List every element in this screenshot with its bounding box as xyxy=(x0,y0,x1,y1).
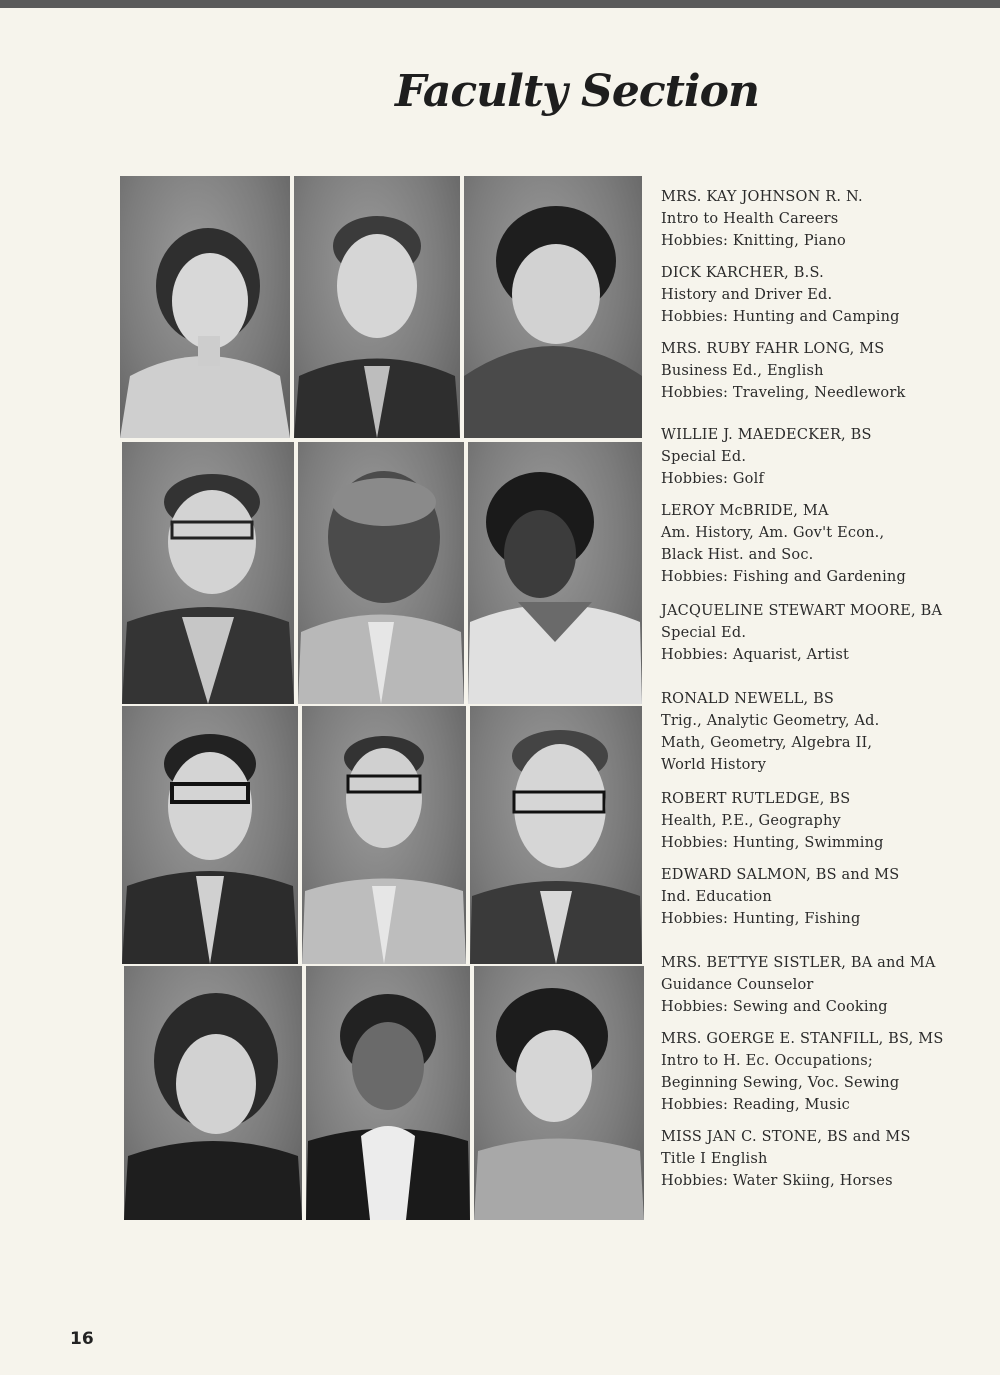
faculty-photo-2 xyxy=(294,176,460,438)
faculty-name: MISS JAN C. STONE, BS and MS xyxy=(661,1129,911,1145)
faculty-detail: Hobbies: Sewing and Cooking xyxy=(661,999,888,1015)
faculty-detail: Hobbies: Fishing and Gardening xyxy=(661,569,906,585)
faculty-detail: Black Hist. and Soc. xyxy=(661,547,814,563)
faculty-detail: Intro to H. Ec. Occupations; xyxy=(661,1053,873,1069)
faculty-detail: World History xyxy=(661,757,767,773)
faculty-photo-10 xyxy=(124,966,302,1220)
faculty-name: MRS. KAY JOHNSON R. N. xyxy=(661,189,863,205)
faculty-bio-11 xyxy=(661,1028,991,1116)
faculty-bio-9 xyxy=(661,864,991,930)
faculty-detail: Hobbies: Reading, Music xyxy=(661,1097,850,1113)
faculty-detail: Hobbies: Knitting, Piano xyxy=(661,233,846,249)
faculty-name: MRS. GOERGE E. STANFILL, BS, MS xyxy=(661,1031,944,1047)
faculty-detail: Special Ed. xyxy=(661,449,747,465)
faculty-photo-9 xyxy=(470,706,642,964)
faculty-detail: Hobbies: Hunting and Camping xyxy=(661,309,900,325)
faculty-name: ROBERT RUTLEDGE, BS xyxy=(661,791,851,807)
faculty-detail: Beginning Sewing, Voc. Sewing xyxy=(661,1075,900,1091)
faculty-bio-3 xyxy=(661,338,991,404)
yearbook-page xyxy=(0,8,1000,1375)
faculty-detail: Special Ed. xyxy=(661,625,747,641)
faculty-photo-11 xyxy=(306,966,470,1220)
faculty-photo-3 xyxy=(464,176,642,438)
faculty-bio-7 xyxy=(661,688,991,776)
faculty-detail: Health, P.E., Geography xyxy=(661,813,841,829)
page-number: 16 xyxy=(70,1329,94,1349)
page-title: Faculty Section xyxy=(395,66,759,117)
faculty-detail: Intro to Health Careers xyxy=(661,211,839,227)
faculty-detail: Hobbies: Water Skiing, Horses xyxy=(661,1173,893,1189)
faculty-photo-grid xyxy=(120,166,644,1212)
faculty-detail: Math, Geometry, Algebra II, xyxy=(661,735,873,751)
faculty-photo-1 xyxy=(120,176,290,438)
faculty-photo-8 xyxy=(302,706,466,964)
faculty-bio-4 xyxy=(661,424,991,490)
faculty-bio-12 xyxy=(661,1126,991,1192)
faculty-bio-5 xyxy=(661,500,991,588)
faculty-detail: Hobbies: Traveling, Needlework xyxy=(661,385,906,401)
faculty-name: MRS. BETTYE SISTLER, BA and MA xyxy=(661,955,936,971)
faculty-bio-1 xyxy=(661,186,991,252)
faculty-detail: Hobbies: Hunting, Fishing xyxy=(661,911,861,927)
faculty-detail: Guidance Counselor xyxy=(661,977,814,993)
faculty-detail: Ind. Education xyxy=(661,889,772,905)
faculty-photo-6 xyxy=(468,442,642,704)
faculty-bio-6 xyxy=(661,600,991,666)
faculty-name: WILLIE J. MAEDECKER, BS xyxy=(661,427,872,443)
faculty-name: LEROY McBRIDE, MA xyxy=(661,503,829,519)
faculty-photo-4 xyxy=(122,442,294,704)
faculty-detail: Hobbies: Hunting, Swimming xyxy=(661,835,884,851)
faculty-detail: Business Ed., English xyxy=(661,363,824,379)
faculty-detail: Am. History, Am. Gov't Econ., xyxy=(661,525,885,541)
faculty-detail: Hobbies: Aquarist, Artist xyxy=(661,647,850,663)
faculty-bio-2 xyxy=(661,262,991,328)
faculty-photo-7 xyxy=(122,706,298,964)
faculty-name: DICK KARCHER, B.S. xyxy=(661,265,824,281)
faculty-detail: Trig., Analytic Geometry, Ad. xyxy=(661,713,880,729)
faculty-bio-10 xyxy=(661,952,991,1018)
faculty-detail: Title I English xyxy=(661,1151,768,1167)
faculty-name: EDWARD SALMON, BS and MS xyxy=(661,867,900,883)
faculty-bio-8 xyxy=(661,788,991,854)
faculty-name: MRS. RUBY FAHR LONG, MS xyxy=(661,341,885,357)
faculty-name: RONALD NEWELL, BS xyxy=(661,691,835,707)
faculty-name: JACQUELINE STEWART MOORE, BA xyxy=(661,603,943,619)
faculty-detail: History and Driver Ed. xyxy=(661,287,833,303)
faculty-detail: Hobbies: Golf xyxy=(661,471,765,487)
faculty-photo-5 xyxy=(298,442,464,704)
faculty-photo-12 xyxy=(474,966,644,1220)
